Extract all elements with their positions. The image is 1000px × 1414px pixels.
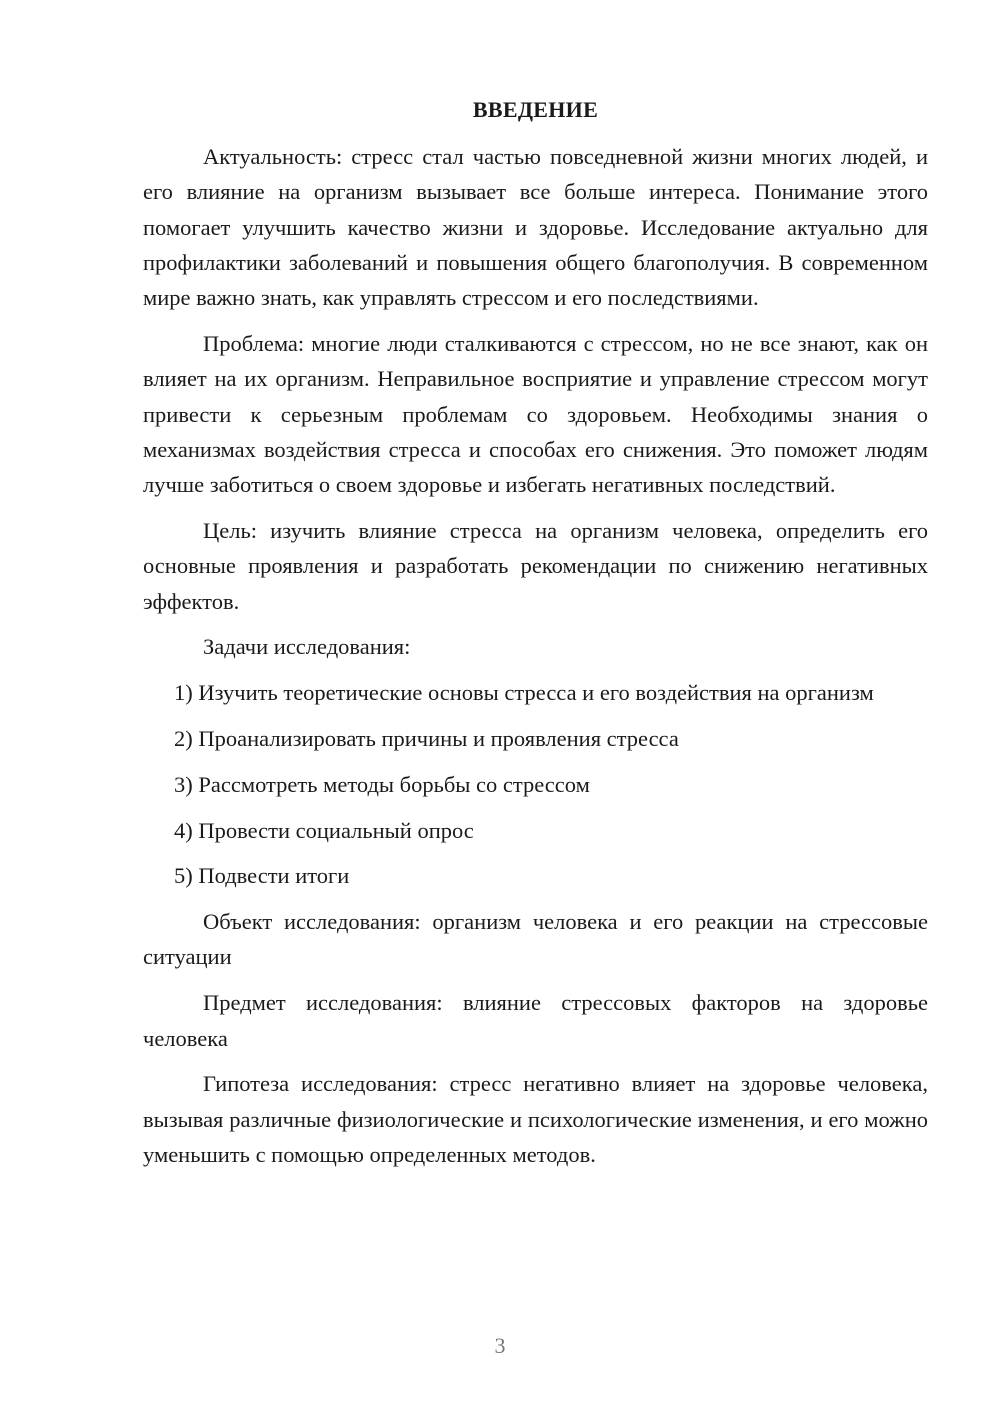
task-item: 2) Проанализировать причины и проявления стресса <box>174 725 679 751</box>
section-title: ВВЕДЕНИЕ <box>472 97 599 122</box>
goal-paragraph: Цель: изучить влияние стресса на организм человека, определить его основные проявления и разработать рекомендации по снижению негативных эффектов. <box>143 517 928 614</box>
task-item: 3) Рассмотреть методы борьбы со стрессом <box>174 771 590 797</box>
tasks-heading: Задачи исследования: <box>203 634 411 660</box>
relevance-paragraph: Актуальность: стресс стал частью повседневной жизни многих людей, и его влияние на организм вызывает все больше интереса. Понимание этого помогает улучшить качество жизни и здоровье. Исследование актуально для профилактики заболеваний и повышения общего благополучия. В современном мире важно знать, как управлять стрессом и его последствиями. <box>143 144 928 311</box>
task-item: 5) Подвести итоги <box>174 863 350 889</box>
page-content <box>143 92 928 1183</box>
problem-paragraph: Проблема: многие люди сталкиваются с стрессом, но не все знают, как он влияет на их организм. Неправильное восприятие и управление стрессом могут привести к серьезным проблемам со здоровьем. Необходимы знания о механизмах воздействия стресса и способах его снижения. Это поможет людям лучше заботиться о своем здоровье и избегать негативных последствий. <box>143 330 928 498</box>
object-paragraph: Объект исследования: организм человека и его реакции на стрессовые ситуации <box>143 909 928 970</box>
page-number: 3 <box>494 1333 506 1358</box>
hypothesis-paragraph: Гипотеза исследования: стресс негативно влияет на здоровье человека, вызывая различные физиологические и психологические изменения, и его можно уменьшить с помощью определенных методов. <box>143 1071 928 1167</box>
task-item: 1) Изучить теоретические основы стресса и его воздействия на организм <box>174 680 874 706</box>
subject-paragraph: Предмет исследования: влияние стрессовых факторов на здоровье человека <box>143 990 928 1051</box>
tasks-list <box>143 675 928 893</box>
task-item: 4) Провести социальный опрос <box>174 817 474 843</box>
